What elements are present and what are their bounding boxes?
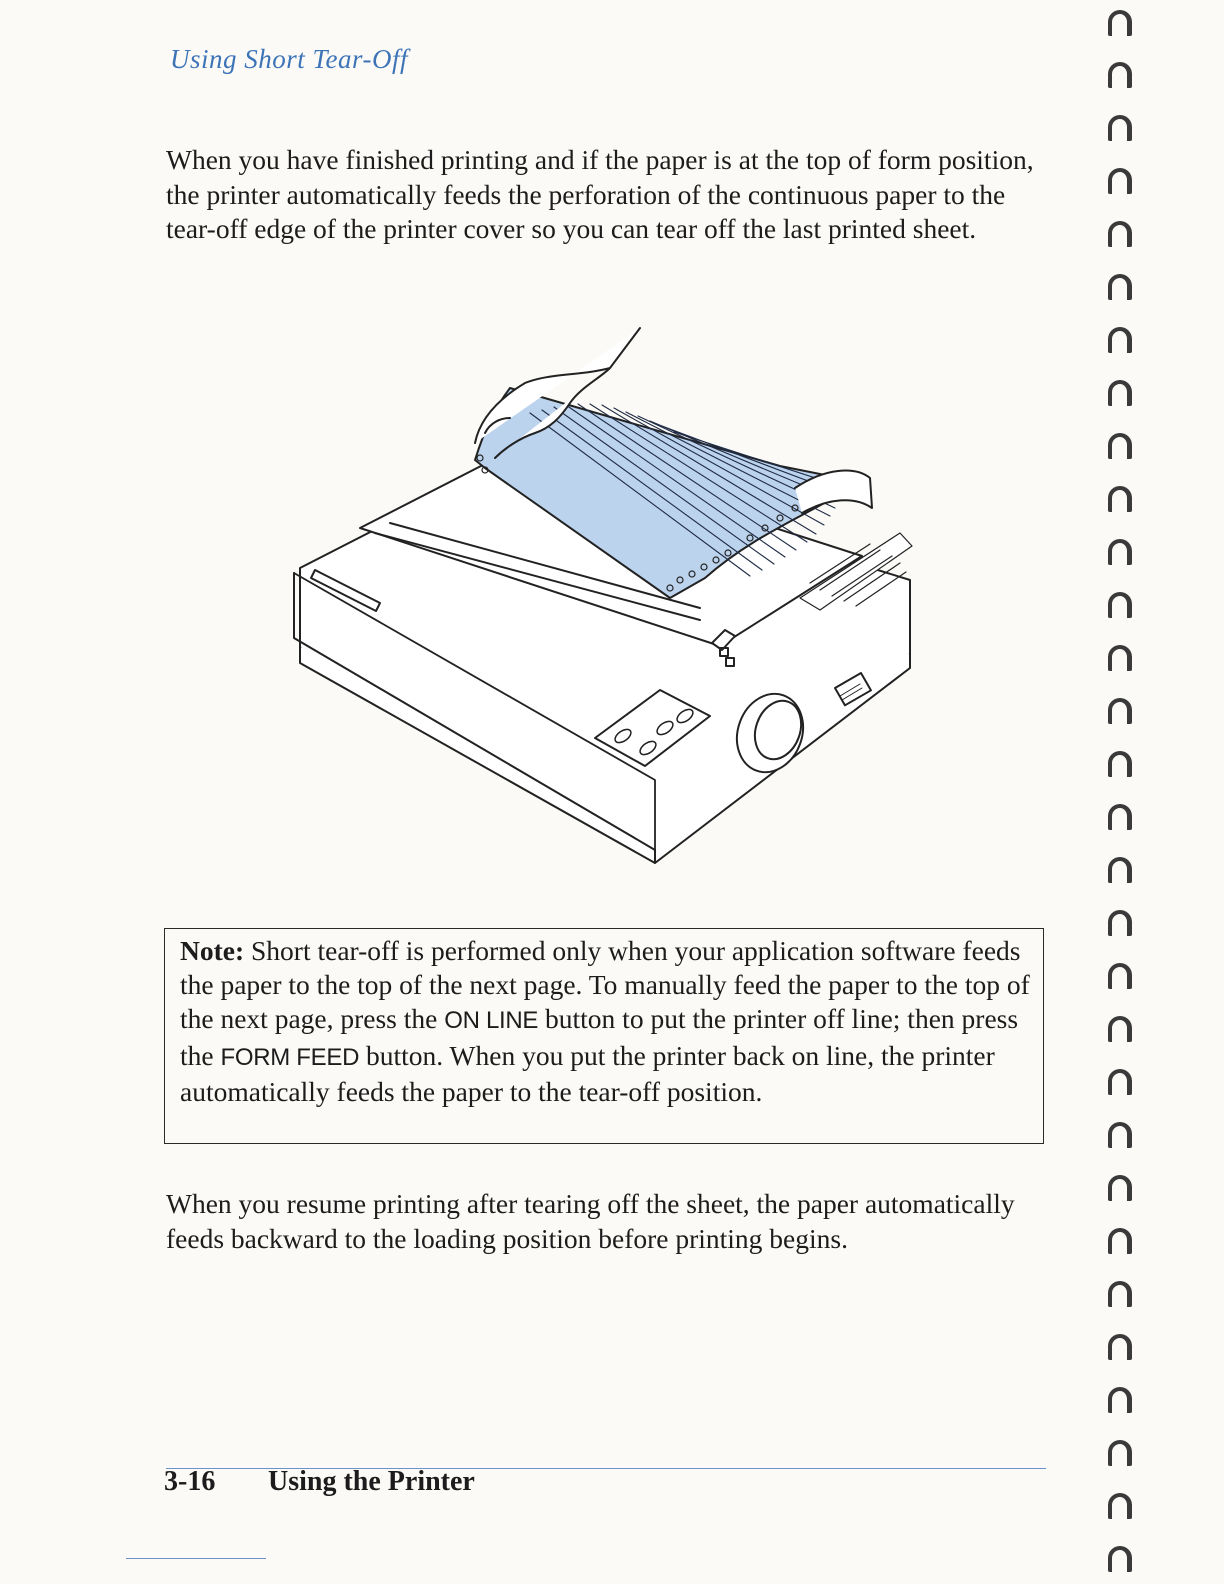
binding-ring: [1108, 221, 1132, 247]
printer-tear-off-illustration: [280, 318, 940, 878]
binding-ring: [1108, 10, 1132, 36]
footer-underline-mark: [126, 1558, 266, 1559]
binding-ring: [1108, 1440, 1132, 1466]
section-title: Using the Printer: [268, 1466, 475, 1497]
note-text-part-1: Short tear-off is performed only when your application software feeds the paper to the top of the next page. To manually feed the paper to the top of the next page, press the: [180, 935, 1030, 1035]
binding-ring: [1108, 1069, 1132, 1095]
binding-ring: [1108, 539, 1132, 565]
binding-ring: [1108, 1281, 1132, 1307]
binding-ring: [1108, 698, 1132, 724]
binding-ring: [1108, 1493, 1132, 1519]
running-head: Using Short Tear-Off: [170, 44, 408, 74]
note-box: [164, 928, 1044, 1144]
binding-ring: [1108, 115, 1132, 141]
binding-ring: [1108, 645, 1132, 671]
form-feed-button-label: FORM FEED: [220, 1043, 360, 1071]
binding-ring: [1108, 433, 1132, 459]
binding-ring: [1108, 910, 1132, 936]
binding-ring: [1108, 1387, 1132, 1413]
binding-ring: [1108, 1016, 1132, 1042]
note-text: [180, 934, 1032, 1109]
note-text-part-2: button to put the printer off line; then press the: [180, 1003, 1019, 1071]
binding-ring: [1108, 327, 1132, 353]
note-text-part-3: button. When you put the printer back on line, the printer automatically feeds the paper to the tear-off position.: [180, 1039, 995, 1107]
binding-ring: [1108, 804, 1132, 830]
note-label: Note:: [180, 935, 245, 966]
binding-ring: [1108, 62, 1132, 88]
on-line-button-label: ON LINE: [444, 1007, 539, 1035]
binding-ring: [1108, 963, 1132, 989]
binding-ring: [1108, 1175, 1132, 1201]
binding-ring: [1108, 274, 1132, 300]
binding-ring: [1108, 857, 1132, 883]
binding-ring: [1108, 751, 1132, 777]
binding-ring: [1108, 168, 1132, 194]
binding-ring: [1108, 592, 1132, 618]
intro-paragraph: When you have finished printing and if the paper is at the top of form position, the printer automatically feeds the perforation of the continuous paper to the tear-off edge of the printer cover so you can tear off the last printed sheet.: [166, 144, 1034, 244]
binding-ring: [1108, 1546, 1132, 1572]
binding-ring: [1108, 380, 1132, 406]
resume-paragraph: When you resume printing after tearing off the sheet, the paper automatically feeds backward to the loading position before printing begins.: [166, 1188, 1015, 1254]
binding-ring: [1108, 1334, 1132, 1360]
page-number: 3-16: [164, 1466, 216, 1497]
page-footer: [164, 1466, 475, 1498]
binding-ring: [1108, 486, 1132, 512]
binding-ring: [1108, 1228, 1132, 1254]
spiral-binding: [1096, 0, 1146, 1584]
binding-ring: [1108, 1122, 1132, 1148]
